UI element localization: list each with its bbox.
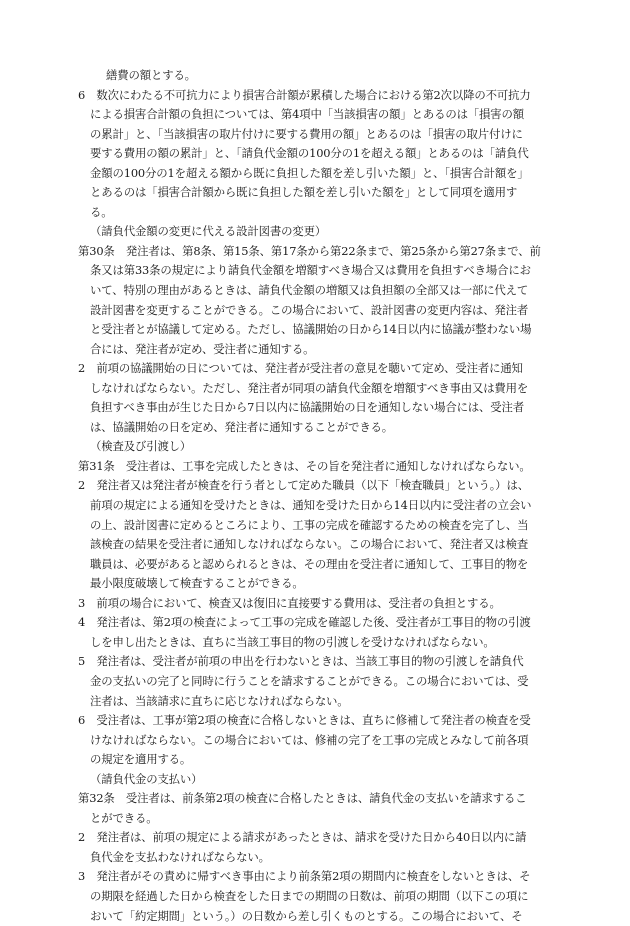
- text-line: 第30条 発注者は、第8条、第15条、第17条から第22条まで、第25条から第27条まで、前: [78, 243, 541, 258]
- text-line: 5 発注者は、受注者が前項の申出を行わないときは、当該工事目的物の引渡しを請負代: [78, 654, 524, 669]
- text-line: 4 発注者は、第2項の検査によって工事の完成を確認した後、受注者が工事目的物の引渡: [78, 615, 531, 630]
- text-line: しなければならない。ただし、発注者が同項の請負代金額を増額すべき事由又は費用を: [90, 380, 529, 395]
- text-line: 6 受注者は、工事が第2項の検査に合格しないときは、直ちに修補して発注者の検査を受: [78, 713, 531, 728]
- text-line: 2 発注者又は発注者が検査を行う者として定めた職員（以下「検査職員」という。）は、: [78, 478, 530, 493]
- text-line: 6 数次にわたる不可抗力により損害合計額が累積した場合における第2次以降の不可抗力: [78, 87, 531, 102]
- text-line: 第31条 受注者は、工事を完成したときは、その旨を発注者に通知しなければならない。: [78, 458, 531, 473]
- text-line: しを申し出たときは、直ちに当該工事目的物の引渡しを受けなければならない。: [90, 634, 495, 649]
- text-line: による損害合計額の負担については、第4項中「当該損害の額」とあるのは「損害の額: [90, 107, 525, 122]
- text-line: 合には、発注者が定め、受注者に通知する。: [90, 341, 315, 356]
- text-line: 該検査の結果を受注者に通知しなければならない。この場合において、発注者又は検査: [90, 537, 529, 552]
- text-line: 負担すべき事由が生じた日から7日以内に協議開始の日を通知しない場合には、受注者: [90, 400, 525, 415]
- text-line: とができる。: [90, 810, 158, 825]
- text-line: 3 発注者がその責めに帰すべき事由により前条第2項の期間内に検査をしないときは、そ: [78, 869, 531, 884]
- text-line: の上、設計図書に定めるところにより、工事の完成を確認するための検査を完了し、当: [90, 517, 529, 532]
- text-line: の規定を適用する。: [90, 752, 192, 767]
- text-line: けなければならない。この場合においては、修補の完了を工事の完成とみなして前各項: [90, 732, 529, 747]
- text-line: 注者は、当該請求に直ちに応じなければならない。: [90, 693, 349, 708]
- text-line: 要する費用の額の累計」と、「請負代金額の100分の1を超える額」とあるのは「請負代: [90, 146, 529, 161]
- text-line: 金の支払いの完了と同時に行うことを請求することができる。この場合においては、受: [90, 673, 529, 688]
- text-line: 負代金を支払わなければならない。: [90, 849, 270, 864]
- text-line: 金額の100分の1を超える額から既に負担した額を差し引いた額」と、「損害合計額を」: [90, 165, 529, 180]
- text-line: 第32条 受注者は、前条第2項の検査に合格したときは、請負代金の支払いを請求するこ: [78, 791, 527, 806]
- text-line: 3 前項の場合において、検査又は復旧に直接要する費用は、受注者の負担とする。: [78, 595, 501, 610]
- text-line: は、協議開始の日を定め、発注者に通知することができる。: [90, 419, 394, 434]
- text-line: 職員は、必要があると認められるときは、その理由を受注者に通知して、工事目的物を: [90, 556, 529, 571]
- text-line: おいて「約定期間」という。）の日数から差し引くものとする。この場合において、そ: [90, 908, 523, 923]
- text-line: 最小限度破壊して検査することができる。: [90, 576, 304, 591]
- text-line: と受注者とが協議して定める。ただし、協議開始の日から14日以内に協議が整わない場: [90, 322, 532, 337]
- text-line: 2 前項の協議開始の日については、発注者が受注者の意見を聴いて定め、受注者に通知: [78, 361, 523, 376]
- text-line: の累計」と、「当該損害の取片付けに要する費用の額」とあるのは「損害の取片付けに: [90, 126, 523, 141]
- text-line: 繕費の額とする。: [106, 68, 196, 82]
- text-line: （検査及び引渡し）: [90, 439, 192, 454]
- text-line: 条又は第33条の規定により請負代金額を増額すべき場合又は費用を負担すべき場合にお: [90, 263, 531, 278]
- text-line: る。: [90, 204, 113, 219]
- text-line: の期限を経過した日から検査をした日までの期間の日数は、前項の期間（以下この項に: [90, 888, 529, 903]
- text-line: とあるのは「損害合計額から既に負担した額を差し引いた額を」として同項を適用す: [90, 185, 518, 200]
- text-line: 前項の規定による通知を受けたときは、通知を受けた日から14日以内に受注者の立会い: [90, 498, 532, 513]
- text-line: （請負代金額の変更に代える設計図書の変更）: [90, 224, 327, 239]
- text-line: 2 発注者は、前項の規定による請求があったときは、請求を受けた日から40日以内に請: [78, 830, 527, 845]
- text-line: いて、特別の理由があるときは、請負代金額の増額又は負担額の全部又は一部に代えて: [90, 283, 529, 298]
- text-line: （請負代金の支払い）: [90, 771, 203, 786]
- text-line: 設計図書を変更することができる。この場合において、設計図書の変更内容は、発注者: [90, 302, 529, 317]
